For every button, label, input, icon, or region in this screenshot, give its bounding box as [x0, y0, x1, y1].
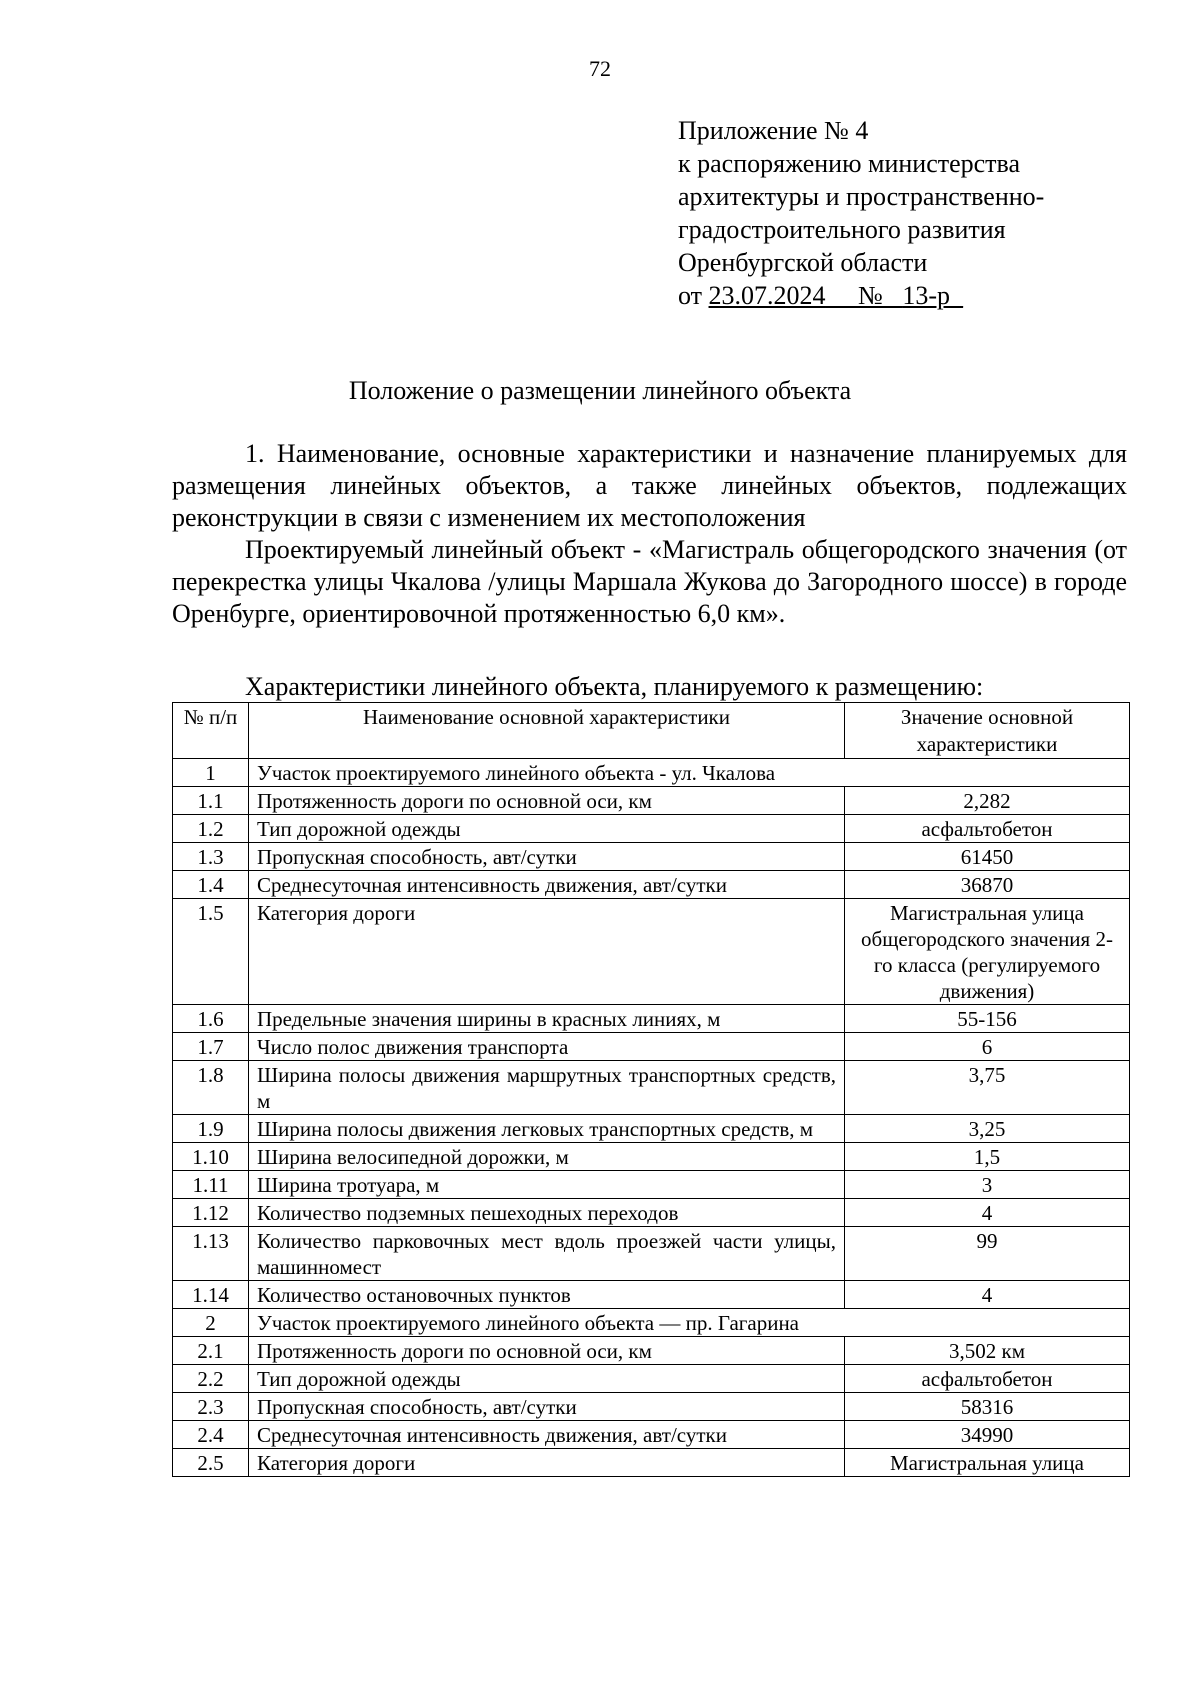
characteristic-name: Тип дорожной одежды — [249, 815, 845, 843]
characteristic-name: Ширина велосипедной дорожки, м — [249, 1143, 845, 1171]
row-number: 2.1 — [173, 1337, 249, 1365]
characteristic-value: 4 — [845, 1199, 1130, 1227]
table-row — [173, 899, 1130, 1005]
characteristic-value: 99 — [845, 1227, 1130, 1281]
characteristic-value: 3,25 — [845, 1115, 1130, 1143]
characteristic-value: 34990 — [845, 1421, 1130, 1449]
date-prefix: от — [678, 281, 709, 310]
table-row — [173, 1115, 1130, 1143]
characteristic-name: Количество подземных пешеходных переходов — [249, 1199, 845, 1227]
characteristic-value: 3,75 — [845, 1061, 1130, 1115]
header-value: Значение основной характеристики — [845, 703, 1130, 759]
characteristic-value: 1,5 — [845, 1143, 1130, 1171]
table-row — [173, 1171, 1130, 1199]
characteristic-value: Магистральная улица — [845, 1449, 1130, 1477]
section-1-text: 1. Наименование, основные характеристики и назначение планируемых для размещения линейных объектов, а также линейных объектов, подлежащих реконструкции в связи с изменением их местоположения — [172, 439, 1127, 532]
characteristic-name: Категория дороги — [249, 899, 845, 1005]
table-row — [173, 843, 1130, 871]
row-number: 2.3 — [173, 1393, 249, 1421]
table-row — [173, 1061, 1130, 1115]
characteristic-name: Среднесуточная интенсивность движения, авт/сутки — [249, 1421, 845, 1449]
document-date: 23.07.2024 — [708, 281, 826, 310]
table-row — [173, 1421, 1130, 1449]
page-number: 72 — [589, 56, 611, 81]
characteristic-value: асфальтобетон — [845, 1365, 1130, 1393]
table-row — [173, 1449, 1130, 1477]
characteristic-value: 4 — [845, 1281, 1130, 1309]
table-row — [173, 1337, 1130, 1365]
row-number: 1.10 — [173, 1143, 249, 1171]
row-number: 1.1 — [173, 787, 249, 815]
characteristic-name: Категория дороги — [249, 1449, 845, 1477]
appendix-line-1: Приложение № 4 — [678, 116, 869, 145]
header-num: № п/п — [173, 703, 249, 759]
characteristic-value: 58316 — [845, 1393, 1130, 1421]
table-row — [173, 1393, 1130, 1421]
row-number: 1.13 — [173, 1227, 249, 1281]
number-suffix: _ — [950, 281, 964, 310]
table-row — [173, 1281, 1130, 1309]
project-paragraph — [172, 534, 1127, 630]
row-number: 1.4 — [173, 871, 249, 899]
characteristic-name: Среднесуточная интенсивность движения, авт/сутки — [249, 871, 845, 899]
table-header-row — [173, 703, 1130, 759]
characteristic-name: Ширина полосы движения легковых транспортных средств, м — [249, 1115, 845, 1143]
row-number: 1 — [173, 759, 249, 787]
characteristic-value: 55-156 — [845, 1005, 1130, 1033]
row-number: 1.3 — [173, 843, 249, 871]
characteristic-value: Магистральная улица общегородского значения 2-го класса (регулируемого движения) — [845, 899, 1130, 1005]
header-name: Наименование основной характеристики — [249, 703, 845, 759]
characteristic-value: 36870 — [845, 871, 1130, 899]
row-number: 1.9 — [173, 1115, 249, 1143]
characteristic-name: Ширина тротуара, м — [249, 1171, 845, 1199]
table-row — [173, 1227, 1130, 1281]
number-prefix: _ № _ — [825, 281, 903, 310]
characteristic-name: Предельные значения ширины в красных линиях, м — [249, 1005, 845, 1033]
characteristic-value: 3,502 км — [845, 1337, 1130, 1365]
row-number: 1.14 — [173, 1281, 249, 1309]
table-row — [173, 871, 1130, 899]
document-number: 13-р — [902, 281, 951, 310]
row-number: 1.12 — [173, 1199, 249, 1227]
row-number: 1.2 — [173, 815, 249, 843]
appendix-date-line — [678, 279, 1044, 312]
table-row — [173, 1143, 1130, 1171]
row-number: 1.11 — [173, 1171, 249, 1199]
appendix-line-3: архитектуры и пространственно- — [678, 182, 1045, 211]
characteristic-name: Пропускная способность, авт/сутки — [249, 843, 845, 871]
characteristic-value: 6 — [845, 1033, 1130, 1061]
characteristic-name: Пропускная способность, авт/сутки — [249, 1393, 845, 1421]
table-row — [173, 815, 1130, 843]
row-number: 1.7 — [173, 1033, 249, 1061]
table-section-row — [173, 759, 1130, 787]
characteristic-value: 3 — [845, 1171, 1130, 1199]
table-row — [173, 1033, 1130, 1061]
project-paragraph-text: Проектируемый линейный объект - «Магистраль общегородского значения (от перекрестка улицы Чкалова /улицы Маршала Жукова до Загородного шоссе) в городе Оренбурге, ориентировочной протяженностью 6,0 км». — [172, 535, 1127, 628]
characteristic-name: Ширина полосы движения маршрутных транспортных средств, м — [249, 1061, 845, 1115]
appendix-line-4: градостроительного развития — [678, 215, 1006, 244]
row-number: 1.6 — [173, 1005, 249, 1033]
row-number: 2 — [173, 1309, 249, 1337]
table-row — [173, 1199, 1130, 1227]
characteristic-value: 2,282 — [845, 787, 1130, 815]
characteristic-name: Протяженность дороги по основной оси, км — [249, 787, 845, 815]
section-title: Участок проектируемого линейного объекта — пр. Гагарина — [249, 1309, 1130, 1337]
characteristic-name: Количество парковочных мест вдоль проезжей части улицы, машинномест — [249, 1227, 845, 1281]
appendix-line-5: Оренбургской области — [678, 248, 928, 277]
table-section-row — [173, 1309, 1130, 1337]
table-row — [173, 1365, 1130, 1393]
row-number: 2.5 — [173, 1449, 249, 1477]
characteristic-name: Число полос движения транспорта — [249, 1033, 845, 1061]
characteristics-table — [172, 702, 1130, 1477]
characteristic-value: асфальтобетон — [845, 815, 1130, 843]
section-1-heading — [172, 438, 1127, 534]
row-number: 1.8 — [173, 1061, 249, 1115]
appendix-block — [678, 114, 1044, 312]
appendix-line-2: к распоряжению министерства — [678, 149, 1021, 178]
table-row — [173, 1005, 1130, 1033]
table-body — [173, 759, 1130, 1477]
characteristic-name: Тип дорожной одежды — [249, 1365, 845, 1393]
characteristic-value: 61450 — [845, 843, 1130, 871]
characteristic-name: Количество остановочных пунктов — [249, 1281, 845, 1309]
row-number: 2.4 — [173, 1421, 249, 1449]
row-number: 1.5 — [173, 899, 249, 1005]
table-caption: Характеристики линейного объекта, планируемого к размещению: — [245, 672, 984, 701]
characteristic-name: Протяженность дороги по основной оси, км — [249, 1337, 845, 1365]
row-number: 2.2 — [173, 1365, 249, 1393]
section-title: Участок проектируемого линейного объекта - ул. Чкалова — [249, 759, 1130, 787]
table-row — [173, 787, 1130, 815]
document-title: Положение о размещении линейного объекта — [348, 376, 852, 405]
